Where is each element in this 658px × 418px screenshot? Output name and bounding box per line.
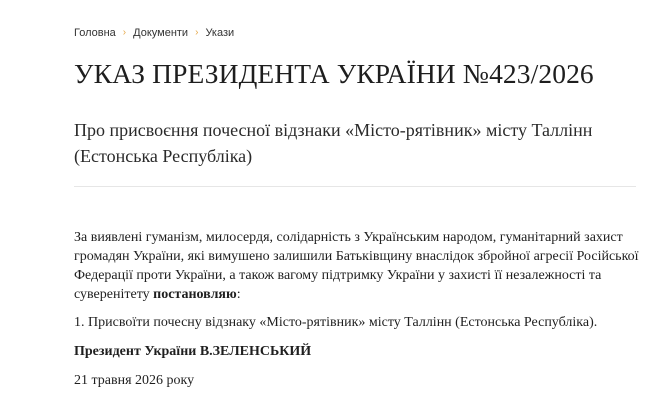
decree-date: 21 травня 2026 року: [74, 373, 195, 388]
decree-body: [74, 228, 640, 390]
decree-preamble: [74, 228, 640, 304]
preamble-keyword: постановляю: [153, 287, 237, 302]
decree-article-1: 1. Присвоїти почесну відзнаку «Місто-рятівник» місту Таллінн (Естонська Республіка).: [74, 315, 598, 330]
decree-signature: Президент України В.ЗЕЛЕНСЬКИЙ: [74, 344, 312, 359]
divider: [74, 186, 636, 187]
preamble-end: :: [236, 287, 241, 302]
breadcrumb: [74, 27, 234, 39]
chevron-right-icon: ›: [195, 26, 199, 38]
breadcrumb-home-link[interactable]: Головна: [74, 27, 116, 39]
page-title: УКАЗ ПРЕЗИДЕНТА УКРАЇНИ №423/2026: [74, 58, 594, 89]
chevron-right-icon: ›: [122, 26, 127, 38]
preamble-text: За виявлені гуманізм, милосердя, солідарність з Українським народом, гуманітарний захист громадян України, які вимушено залишили Батьківщину внаслідок збройної агресії Російської Федерації проти України, а також вагому підтримку України у захисті її незалежності та суверенітету: [74, 230, 639, 302]
page-subtitle: Про присвоєння почесної відзнаки «Місто-рятівник» місту Таллінн (Естонська Республіка): [74, 120, 593, 166]
breadcrumb-documents-link[interactable]: Документи: [133, 27, 189, 39]
breadcrumb-current: Укази: [205, 27, 235, 39]
